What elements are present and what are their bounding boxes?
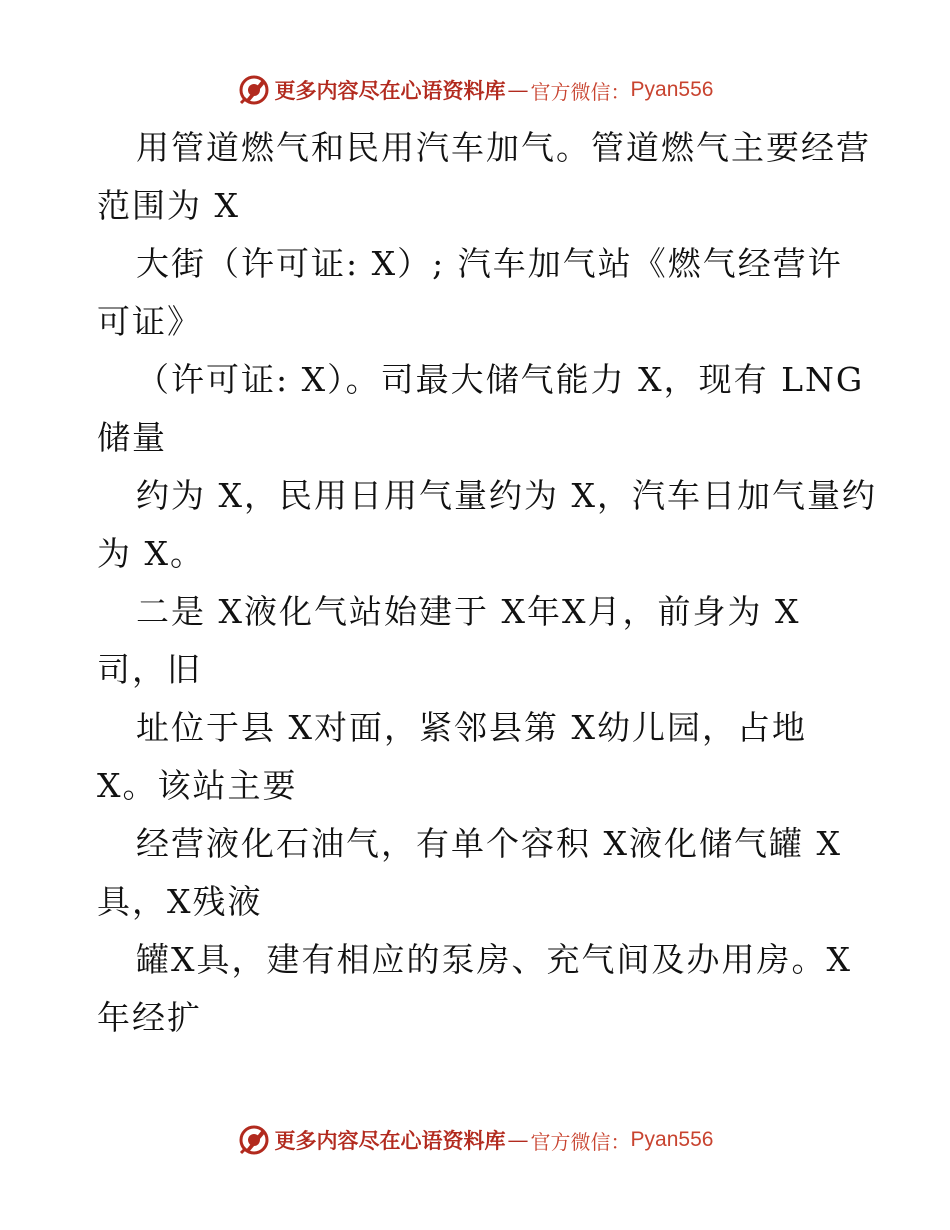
header-watermark-banner — [0, 70, 950, 110]
banner-wechat-id: Pyan556 — [630, 1128, 714, 1151]
banner-title: 更多内容尽在心语资料库 — [274, 78, 506, 103]
text-line: （许可证: X）。司最大储气能力 X，现有 LNG — [136, 360, 865, 399]
pen-logo-icon — [237, 73, 271, 107]
pen-logo-icon — [237, 1123, 271, 1157]
banner-dash: — — [507, 78, 529, 102]
text-line: 年经扩 — [97, 998, 202, 1037]
banner-wechat-label: 官方微信： — [530, 1129, 631, 1154]
banner-dash: — — [507, 1128, 529, 1152]
banner-wechat-label: 官方微信： — [530, 79, 631, 104]
text-line: 储量 — [97, 418, 167, 457]
text-line: 用管道燃气和民用汽车加气。管道燃气主要经营 — [136, 128, 871, 167]
text-line: 司，旧 — [97, 650, 202, 689]
text-line: 大街（许可证: X）; 汽车加气站《燃气经营许 — [136, 244, 843, 283]
text-line: 范围为 X — [97, 186, 240, 225]
footer-watermark-banner — [0, 1120, 950, 1160]
text-line: X。该站主要 — [97, 766, 298, 805]
text-line: 可证》 — [97, 302, 202, 341]
text-line: 罐X具，建有相应的泵房、充气间及办用房。X — [136, 940, 852, 979]
text-line: 为 X。 — [97, 534, 205, 573]
banner-wechat-id: Pyan556 — [630, 78, 714, 101]
text-line: 二是 X液化气站始建于 X年X月，前身为 X — [136, 592, 801, 631]
text-line: 约为 X，民用日用气量约为 X，汽车日加气量约 — [136, 476, 877, 515]
text-line: 址位于县 X对面，紧邻县第 X幼儿园，占地 — [136, 708, 807, 747]
text-line: 具，X残液 — [97, 882, 263, 921]
text-line: 经营液化石油气，有单个容积 X液化储气罐 X — [136, 824, 842, 863]
banner-title: 更多内容尽在心语资料库 — [274, 1128, 506, 1153]
